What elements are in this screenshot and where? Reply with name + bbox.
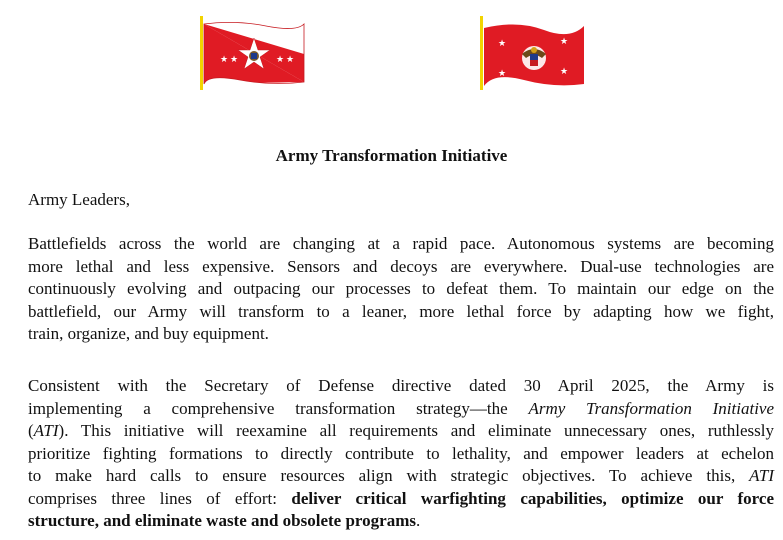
- svg-text:★: ★: [230, 55, 239, 65]
- text-run: (: [28, 421, 34, 440]
- paragraph-2: [28, 375, 774, 533]
- bold-run: structure, and eliminate waste and obsolete programs: [28, 511, 416, 530]
- paragraph-1-line: continuously evolving and outpacing our processes to defeat them. To maintain our edge on the: [28, 279, 774, 298]
- secretary-flag-icon: [474, 14, 586, 90]
- text-run: comprises three lines of effort:: [28, 488, 292, 508]
- svg-text:★: ★: [560, 37, 569, 47]
- text-run: .: [416, 511, 421, 530]
- paragraph-2-line: [28, 375, 774, 398]
- paragraph-1-line: more lethal and less expensive. Sensors and decoys are everywhere. Dual-use technologies are: [28, 256, 774, 276]
- svg-text:★: ★: [220, 55, 229, 65]
- paragraph-2-line: [28, 398, 774, 421]
- svg-text:★: ★: [276, 55, 285, 65]
- chief-of-staff-flag-icon: [196, 14, 308, 90]
- text-run: implementing a comprehensive transformation strategy—the: [28, 398, 529, 418]
- text-run: ). This initiative will reexamine all requirements and eliminate unnecessary ones, ruthlessly: [58, 421, 774, 440]
- svg-text:★: ★: [498, 39, 507, 49]
- flag-header: [0, 0, 783, 100]
- svg-text:★: ★: [498, 69, 507, 79]
- text-run: to make hard calls to ensure resources align with strategic objectives. To achieve this,: [28, 466, 750, 485]
- paragraph-2-line: [28, 488, 774, 511]
- document-title: Army Transformation Initiative: [275, 146, 508, 165]
- bold-run: deliver critical warfighting capabilities, optimize our force: [291, 488, 774, 508]
- text-run: prioritize fighting formations to directly contribute to lethality, and empower leaders at echelon: [28, 443, 774, 463]
- salutation: Army Leaders,: [28, 190, 130, 209]
- paragraph-1-line: train, organize, and buy equipment.: [28, 324, 269, 343]
- paragraph-1-line: Battlefields across the world are changing at a rapid pace. Autonomous systems are becoming: [28, 234, 774, 253]
- paragraph-2-line: [28, 510, 774, 533]
- paragraph-1: [28, 233, 774, 346]
- paragraph-1-line: battlefield, our Army will transform to a leaner, more lethal force by adapting how we fight,: [28, 301, 774, 321]
- paragraph-2-line: [28, 420, 774, 443]
- text-run: Consistent with the Secretary of Defense directive dated 30 April 2025, the Army is: [28, 376, 774, 395]
- italic-run: ATI: [749, 466, 774, 485]
- svg-text:★: ★: [286, 55, 295, 65]
- italic-run: Army Transformation Initiative: [528, 398, 775, 418]
- paragraph-2-line: [28, 443, 774, 466]
- svg-text:★: ★: [560, 67, 569, 77]
- paragraph-2-line: [28, 465, 774, 488]
- italic-run: ATI: [33, 421, 59, 440]
